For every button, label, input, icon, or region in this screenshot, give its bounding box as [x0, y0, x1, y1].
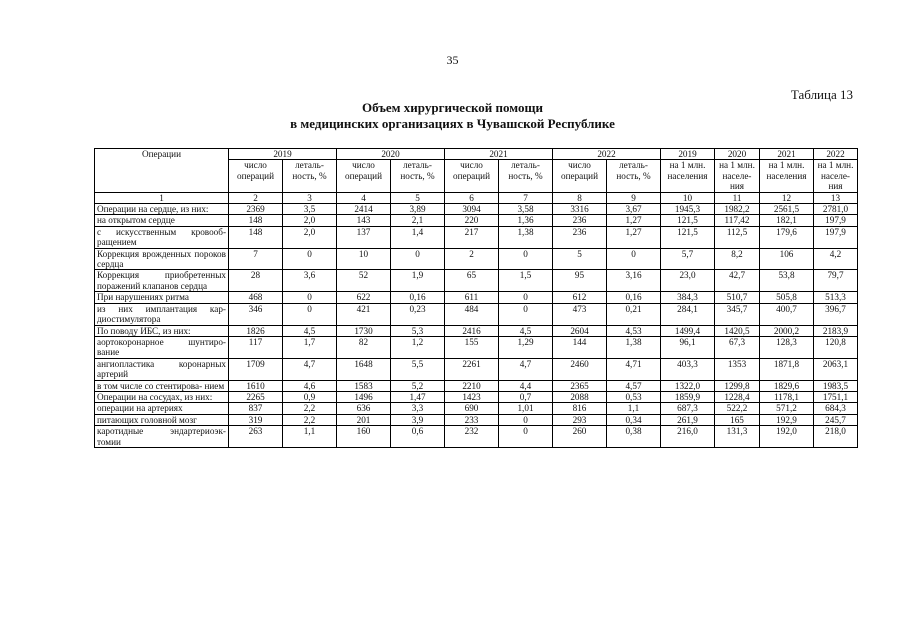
- value-cell: 1983,5: [814, 380, 858, 391]
- value-cell: 2365: [553, 380, 607, 391]
- value-cell: 4,6: [283, 380, 337, 391]
- value-cell: 131,3: [715, 426, 760, 448]
- value-cell: 0: [283, 248, 337, 270]
- value-cell: 245,7: [814, 414, 858, 425]
- value-cell: 1610: [229, 380, 283, 391]
- value-cell: 0: [499, 248, 553, 270]
- value-cell: 0,38: [607, 426, 661, 448]
- value-cell: 0,23: [391, 303, 445, 325]
- value-cell: 96,1: [661, 336, 715, 358]
- value-cell: 1982,2: [715, 204, 760, 215]
- value-cell: 293: [553, 414, 607, 425]
- value-cell: 2414: [337, 204, 391, 215]
- value-cell: 2,0: [283, 226, 337, 248]
- value-cell: 4,7: [499, 358, 553, 380]
- value-cell: 155: [445, 336, 499, 358]
- value-cell: 67,3: [715, 336, 760, 358]
- page-number: 35: [446, 53, 459, 67]
- value-cell: 2210: [445, 380, 499, 391]
- table-row: [95, 248, 858, 270]
- header-lethality: леталь- ность, %: [607, 160, 661, 192]
- value-cell: 837: [229, 403, 283, 414]
- table-row: [95, 380, 858, 391]
- value-cell: 23,0: [661, 270, 715, 292]
- value-cell: 284,1: [661, 303, 715, 325]
- value-cell: 484: [445, 303, 499, 325]
- value-cell: 128,3: [760, 336, 814, 358]
- value-cell: 0: [499, 426, 553, 448]
- table-body: [95, 192, 858, 447]
- value-cell: 0,7: [499, 391, 553, 402]
- value-cell: 1,4: [391, 226, 445, 248]
- value-cell: 0: [283, 303, 337, 325]
- header-year: 2022: [553, 149, 661, 160]
- operation-name: операции на артериях: [95, 403, 229, 414]
- value-cell: 1871,8: [760, 358, 814, 380]
- value-cell: 473: [553, 303, 607, 325]
- value-cell: 1420,5: [715, 325, 760, 336]
- table-row: [95, 292, 858, 303]
- column-index-row: [95, 192, 858, 203]
- value-cell: 3,67: [607, 204, 661, 215]
- value-cell: 1,27: [607, 215, 661, 226]
- value-cell: 4,71: [607, 358, 661, 380]
- value-cell: 5,7: [661, 248, 715, 270]
- header-count: число операций: [337, 160, 391, 192]
- value-cell: 1,27: [607, 226, 661, 248]
- value-cell: 622: [337, 292, 391, 303]
- value-cell: 1648: [337, 358, 391, 380]
- value-cell: 260: [553, 426, 607, 448]
- value-cell: 160: [337, 426, 391, 448]
- value-cell: 0: [391, 248, 445, 270]
- value-cell: 1751,1: [814, 391, 858, 402]
- value-cell: 403,3: [661, 358, 715, 380]
- operation-name: Операции на сердце, из них:: [95, 204, 229, 215]
- operation-name: питающих головной мозг: [95, 414, 229, 425]
- value-cell: 236: [553, 226, 607, 248]
- value-cell: 5: [553, 248, 607, 270]
- value-cell: 3316: [553, 204, 607, 215]
- value-cell: 1423: [445, 391, 499, 402]
- value-cell: 137: [337, 226, 391, 248]
- table-row: [95, 403, 858, 414]
- value-cell: 192,9: [760, 414, 814, 425]
- value-cell: 233: [445, 414, 499, 425]
- value-cell: 1945,3: [661, 204, 715, 215]
- value-cell: 5,5: [391, 358, 445, 380]
- column-index-cell: 1: [95, 192, 229, 203]
- header-rate: на 1 млн. населе- ния: [814, 160, 858, 192]
- value-cell: 2088: [553, 391, 607, 402]
- value-cell: 28: [229, 270, 283, 292]
- value-cell: 3094: [445, 204, 499, 215]
- value-cell: 816: [553, 403, 607, 414]
- value-cell: 3,89: [391, 204, 445, 215]
- table-row: [95, 414, 858, 425]
- value-cell: 1583: [337, 380, 391, 391]
- column-index-cell: 8: [553, 192, 607, 203]
- header-lethality: леталь- ность, %: [283, 160, 337, 192]
- value-cell: 4,57: [607, 380, 661, 391]
- column-index-cell: 3: [283, 192, 337, 203]
- value-cell: 0,16: [607, 292, 661, 303]
- column-index-cell: 10: [661, 192, 715, 203]
- value-cell: 513,3: [814, 292, 858, 303]
- column-index-cell: 6: [445, 192, 499, 203]
- value-cell: 0,21: [607, 303, 661, 325]
- operation-name: Коррекция приобретенных поражений клапанов сердца: [95, 270, 229, 292]
- header-rate-year: 2019: [661, 149, 715, 160]
- value-cell: 0: [499, 303, 553, 325]
- operation-name: аортокоронарное шунтиро- вание: [95, 336, 229, 358]
- value-cell: 421: [337, 303, 391, 325]
- value-cell: 1228,4: [715, 391, 760, 402]
- value-cell: 218,0: [814, 426, 858, 448]
- value-cell: 201: [337, 414, 391, 425]
- header-rate: на 1 млн. населе- ния: [715, 160, 760, 192]
- value-cell: 10: [337, 248, 391, 270]
- table-row: [95, 426, 858, 448]
- surgery-volume-table: [94, 148, 858, 448]
- value-cell: 2604: [553, 325, 607, 336]
- value-cell: 1,47: [391, 391, 445, 402]
- header-rate: на 1 млн. населения: [661, 160, 715, 192]
- table-row: [95, 215, 858, 226]
- value-cell: 1709: [229, 358, 283, 380]
- value-cell: 2416: [445, 325, 499, 336]
- value-cell: 42,7: [715, 270, 760, 292]
- header-count: число операций: [445, 160, 499, 192]
- value-cell: 5,2: [391, 380, 445, 391]
- value-cell: 2,1: [391, 215, 445, 226]
- value-cell: 0: [283, 292, 337, 303]
- value-cell: 1,29: [499, 336, 553, 358]
- value-cell: 82: [337, 336, 391, 358]
- value-cell: 690: [445, 403, 499, 414]
- value-cell: 1,5: [499, 270, 553, 292]
- value-cell: 236: [553, 215, 607, 226]
- value-cell: 636: [337, 403, 391, 414]
- column-index-cell: 9: [607, 192, 661, 203]
- value-cell: 4,53: [607, 325, 661, 336]
- operation-name: с искусственным кровооб- ращением: [95, 226, 229, 248]
- value-cell: 65: [445, 270, 499, 292]
- value-cell: 220: [445, 215, 499, 226]
- table-row: [95, 270, 858, 292]
- value-cell: 1353: [715, 358, 760, 380]
- operation-name: из них имплантация кар- диостимулятора: [95, 303, 229, 325]
- value-cell: 2781,0: [814, 204, 858, 215]
- operation-name: Коррекция врожденных пороков сердца: [95, 248, 229, 270]
- value-cell: 120,8: [814, 336, 858, 358]
- value-cell: 1,9: [391, 270, 445, 292]
- column-index-cell: 13: [814, 192, 858, 203]
- value-cell: 216,0: [661, 426, 715, 448]
- column-index-cell: 5: [391, 192, 445, 203]
- value-cell: 687,3: [661, 403, 715, 414]
- value-cell: 8,2: [715, 248, 760, 270]
- value-cell: 2: [445, 248, 499, 270]
- header-rate-year: 2022: [814, 149, 858, 160]
- column-index-cell: 4: [337, 192, 391, 203]
- value-cell: 3,58: [499, 204, 553, 215]
- value-cell: 345,7: [715, 303, 760, 325]
- value-cell: 384,3: [661, 292, 715, 303]
- title-line-2: в медицинских организациях в Чувашской Республике: [290, 116, 615, 131]
- value-cell: 53,8: [760, 270, 814, 292]
- column-index-cell: 12: [760, 192, 814, 203]
- value-cell: 1,36: [499, 215, 553, 226]
- value-cell: 0,6: [391, 426, 445, 448]
- header-operations: Операции: [95, 149, 229, 193]
- value-cell: 197,9: [814, 226, 858, 248]
- value-cell: 1499,4: [661, 325, 715, 336]
- value-cell: 4,4: [499, 380, 553, 391]
- value-cell: 95: [553, 270, 607, 292]
- value-cell: 192,0: [760, 426, 814, 448]
- value-cell: 3,6: [283, 270, 337, 292]
- value-cell: 182,1: [760, 215, 814, 226]
- value-cell: 571,2: [760, 403, 814, 414]
- value-cell: 400,7: [760, 303, 814, 325]
- value-cell: 217: [445, 226, 499, 248]
- value-cell: 1730: [337, 325, 391, 336]
- value-cell: 2460: [553, 358, 607, 380]
- header-lethality: леталь- ность, %: [391, 160, 445, 192]
- value-cell: 263: [229, 426, 283, 448]
- value-cell: 0: [607, 248, 661, 270]
- value-cell: 4,2: [814, 248, 858, 270]
- value-cell: 4,5: [283, 325, 337, 336]
- value-cell: 0: [499, 414, 553, 425]
- value-cell: 1,2: [391, 336, 445, 358]
- operation-name: каротидные эндартериоэк- томии: [95, 426, 229, 448]
- column-index-cell: 7: [499, 192, 553, 203]
- value-cell: 232: [445, 426, 499, 448]
- table-row: [95, 226, 858, 248]
- value-cell: 2063,1: [814, 358, 858, 380]
- operation-name: ангиопластика коронарных артерий: [95, 358, 229, 380]
- value-cell: 611: [445, 292, 499, 303]
- value-cell: 3,16: [607, 270, 661, 292]
- value-cell: 1859,9: [661, 391, 715, 402]
- value-cell: 612: [553, 292, 607, 303]
- value-cell: 2000,2: [760, 325, 814, 336]
- value-cell: 346: [229, 303, 283, 325]
- value-cell: 2,0: [283, 215, 337, 226]
- value-cell: 143: [337, 215, 391, 226]
- header-row-years: [95, 149, 858, 160]
- table-row: [95, 358, 858, 380]
- value-cell: 52: [337, 270, 391, 292]
- value-cell: 2,2: [283, 414, 337, 425]
- value-cell: 148: [229, 215, 283, 226]
- value-cell: 0: [499, 292, 553, 303]
- value-cell: 1299,8: [715, 380, 760, 391]
- header-count: число операций: [553, 160, 607, 192]
- operation-name: При нарушениях ритма: [95, 292, 229, 303]
- value-cell: 179,6: [760, 226, 814, 248]
- value-cell: 1496: [337, 391, 391, 402]
- value-cell: 261,9: [661, 414, 715, 425]
- value-cell: 1,1: [283, 426, 337, 448]
- table-title: [0, 100, 905, 132]
- value-cell: 0,16: [391, 292, 445, 303]
- value-cell: 1829,6: [760, 380, 814, 391]
- table-row: [95, 325, 858, 336]
- value-cell: 1,7: [283, 336, 337, 358]
- value-cell: 106: [760, 248, 814, 270]
- header-year: 2020: [337, 149, 445, 160]
- value-cell: 2183,9: [814, 325, 858, 336]
- column-index-cell: 11: [715, 192, 760, 203]
- value-cell: 117,42: [715, 215, 760, 226]
- table-row: [95, 391, 858, 402]
- value-cell: 2561,5: [760, 204, 814, 215]
- table-row: [95, 303, 858, 325]
- value-cell: 0,53: [607, 391, 661, 402]
- operation-name: в том числе со стентирова- нием: [95, 380, 229, 391]
- value-cell: 1322,0: [661, 380, 715, 391]
- operation-name: По поводу ИБС, из них:: [95, 325, 229, 336]
- value-cell: 112,5: [715, 226, 760, 248]
- value-cell: 468: [229, 292, 283, 303]
- value-cell: 1,38: [499, 226, 553, 248]
- value-cell: 0,9: [283, 391, 337, 402]
- value-cell: 148: [229, 226, 283, 248]
- header-rate-year: 2020: [715, 149, 760, 160]
- value-cell: 121,5: [661, 226, 715, 248]
- header-lethality: леталь- ность, %: [499, 160, 553, 192]
- value-cell: 4,5: [499, 325, 553, 336]
- table-row: [95, 204, 858, 215]
- value-cell: 165: [715, 414, 760, 425]
- value-cell: 144: [553, 336, 607, 358]
- header-rate-year: 2021: [760, 149, 814, 160]
- header-count: число операций: [229, 160, 283, 192]
- table-row: [95, 336, 858, 358]
- value-cell: 1,38: [607, 336, 661, 358]
- operation-name: Операции на сосудах, из них:: [95, 391, 229, 402]
- value-cell: 3,5: [283, 204, 337, 215]
- value-cell: 3,9: [391, 414, 445, 425]
- header-year: 2021: [445, 149, 553, 160]
- value-cell: 2261: [445, 358, 499, 380]
- value-cell: 2265: [229, 391, 283, 402]
- value-cell: 0,34: [607, 414, 661, 425]
- value-cell: 505,8: [760, 292, 814, 303]
- value-cell: 4,7: [283, 358, 337, 380]
- value-cell: 197,9: [814, 215, 858, 226]
- value-cell: 522,2: [715, 403, 760, 414]
- value-cell: 510,7: [715, 292, 760, 303]
- value-cell: 684,3: [814, 403, 858, 414]
- value-cell: 5,3: [391, 325, 445, 336]
- value-cell: 79,7: [814, 270, 858, 292]
- value-cell: 1826: [229, 325, 283, 336]
- operation-name: на открытом сердце: [95, 215, 229, 226]
- value-cell: 396,7: [814, 303, 858, 325]
- value-cell: 121,5: [661, 215, 715, 226]
- value-cell: 1178,1: [760, 391, 814, 402]
- header-year: 2019: [229, 149, 337, 160]
- value-cell: 1,01: [499, 403, 553, 414]
- header-rate: на 1 млн. населения: [760, 160, 814, 192]
- table-label: Таблица 13: [790, 87, 853, 102]
- value-cell: 1,1: [607, 403, 661, 414]
- title-line-1: Объем хирургической помощи: [362, 100, 543, 115]
- value-cell: 3,3: [391, 403, 445, 414]
- value-cell: 2,2: [283, 403, 337, 414]
- value-cell: 319: [229, 414, 283, 425]
- value-cell: 2369: [229, 204, 283, 215]
- value-cell: 7: [229, 248, 283, 270]
- column-index-cell: 2: [229, 192, 283, 203]
- value-cell: 117: [229, 336, 283, 358]
